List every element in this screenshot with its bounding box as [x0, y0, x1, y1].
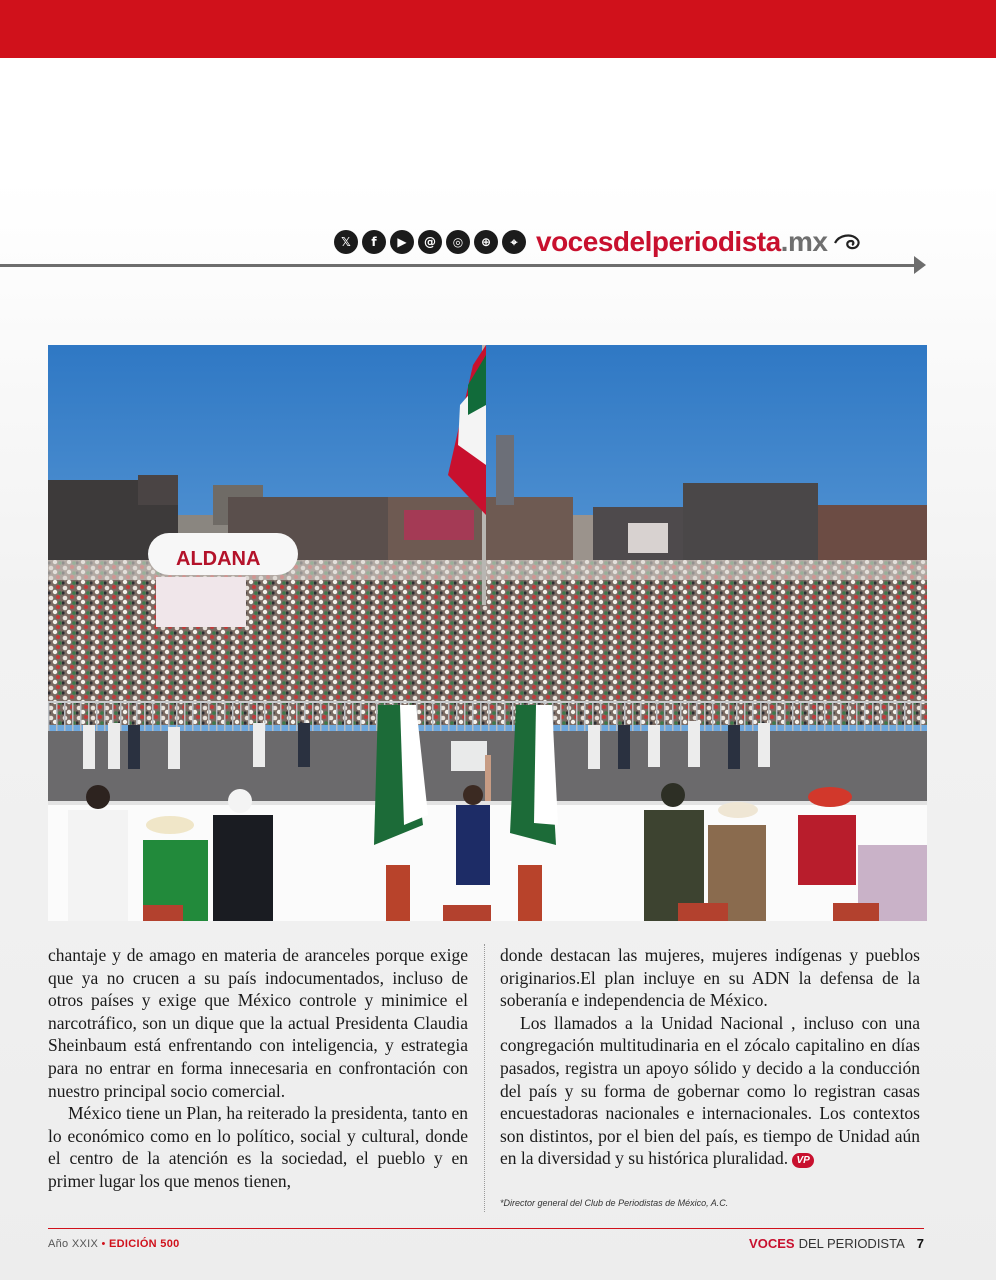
header-arrow-rule: [0, 264, 918, 267]
social-icons: [334, 230, 526, 254]
footer-voces: VOCES: [749, 1236, 795, 1251]
footer-del-periodista: DEL PERIODISTA: [798, 1236, 905, 1251]
article-paragraph: México tiene un Plan, ha reiterado la presidenta, tanto en lo económico como en lo político, social y cultural, donde el centro de la atención es la sociedad, el pueblo y en primer lugar los que menos tienen,: [48, 1103, 468, 1191]
page-number: 7: [916, 1236, 924, 1251]
zocalo-rally-photo: [48, 345, 927, 921]
photo-banner-text: ALDANA: [176, 548, 261, 570]
globe-icon[interactable]: ⊕: [474, 230, 498, 254]
brand-delperiodista: delperiodista: [612, 226, 781, 257]
footer-bullet: •: [101, 1238, 106, 1250]
footer-year: Año XXIX: [48, 1238, 99, 1250]
facebook-icon[interactable]: f: [362, 230, 386, 254]
brand-voces: voces: [536, 226, 613, 257]
article-column-right: [500, 944, 920, 1170]
x-icon[interactable]: 𝕏: [334, 230, 358, 254]
vp-end-badge: VP: [792, 1153, 814, 1168]
top-red-bar: [0, 0, 996, 58]
footer-edition: EDICIÓN 500: [108, 1238, 180, 1250]
youtube-icon[interactable]: ▶: [390, 230, 414, 254]
article-column-left: [48, 944, 468, 1193]
article-paragraph: [500, 1012, 920, 1170]
site-header: [334, 226, 865, 258]
footer-edition-info: [48, 1238, 180, 1250]
instagram-icon[interactable]: ◎: [446, 230, 470, 254]
footer-publication: [749, 1236, 924, 1251]
article-paragraph: chantaje y de amago en materia de aranceles porque exige que ya no crucen a su país indocumentados, incluso de otros países y exige que México controle y minimice el narcotráfico, son un dique que la actual Presidenta Claudia Sheinbaum está enfrentando con inteligencia, y estrategia para no entrar en forma innecesaria en confrontación con nuestro principal socio comercial.: [48, 945, 468, 1101]
location-pin-icon[interactable]: ⌖: [502, 230, 526, 254]
site-url-logo[interactable]: [536, 226, 827, 258]
swirl-logo-icon: [833, 231, 865, 253]
author-footnote: *Director general del Club de Periodistas de México, A.C.: [500, 1198, 729, 1208]
footer-rule: [48, 1228, 924, 1229]
article-paragraph: donde destacan las mujeres, mujeres indígenas y pueblos originarios.El plan incluye en su ADN la defensa de la soberanía e independencia de México.: [500, 945, 920, 1011]
brand-tld: .mx: [780, 226, 828, 257]
column-divider: [484, 944, 485, 1212]
threads-icon[interactable]: @: [418, 230, 442, 254]
arrow-head-icon: [914, 256, 926, 274]
article-closing-text: Los llamados a la Unidad Nacional , incluso con una congregación multitudinaria en el zócalo capitalino en días pasados, registra un apoyo sólido y decido a la conducción del país y su forma de gobernar como lo registran casas encuestadoras nacionales e internacionales. Los contextos son distintos, por el bien del país, es tiempo de Unidad aún en la diversidad y su histórica pluralidad.: [500, 1012, 920, 1169]
